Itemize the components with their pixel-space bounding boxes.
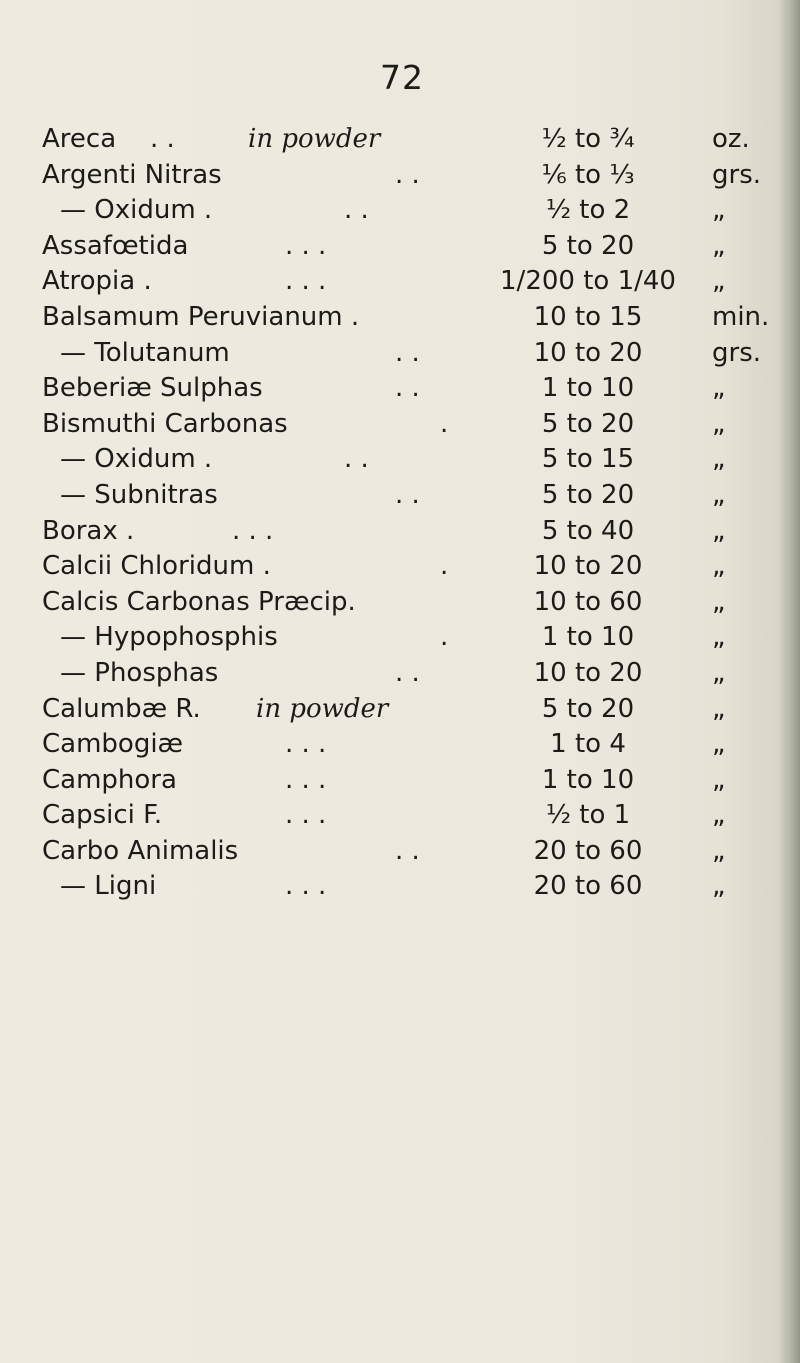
- dose-range: 10 to 20: [533, 657, 643, 688]
- dose-range: ½ to 2: [545, 195, 631, 226]
- dose-unit: „: [712, 586, 726, 617]
- dose-range: 1 to 10: [541, 764, 635, 795]
- dose-range: 5 to 40: [541, 515, 635, 546]
- table-row: [0, 264, 800, 300]
- table-row: [0, 300, 800, 336]
- dose-unit: oz.: [712, 124, 750, 154]
- dose-range: 10 to 20: [533, 551, 643, 582]
- leader-dots: . .: [395, 159, 420, 190]
- dose-range: 20 to 60: [533, 835, 643, 866]
- leader-dots: . .: [150, 124, 175, 154]
- leader-dots: .: [440, 551, 449, 582]
- table-row: [0, 727, 800, 763]
- drug-name: — Hypophosphis: [60, 622, 278, 653]
- dose-unit: „: [712, 835, 726, 866]
- drug-note: in powder: [256, 693, 389, 724]
- table-row: [0, 442, 800, 478]
- dose-table: [0, 122, 800, 905]
- table-row: [0, 549, 800, 585]
- table-row: [0, 371, 800, 407]
- dose-unit: „: [712, 657, 726, 688]
- dose-range: 10 to 20: [533, 337, 643, 368]
- drug-name: — Oxidum .: [60, 195, 213, 226]
- leader-dots: . .: [395, 337, 420, 368]
- dose-unit: „: [712, 373, 726, 404]
- dose-unit: grs.: [712, 159, 762, 190]
- leader-dots: . .: [344, 444, 369, 475]
- dose-unit: „: [712, 693, 726, 724]
- table-row: [0, 656, 800, 692]
- dose-unit: grs.: [712, 337, 762, 368]
- dose-range: 1 to 10: [541, 373, 635, 404]
- dose-range: ½ to 1: [545, 800, 631, 831]
- drug-name: — Ligni: [60, 871, 157, 902]
- drug-name: Borax .: [42, 515, 135, 546]
- dose-range: ½ to ¾: [541, 124, 635, 154]
- leader-dots: . . .: [285, 764, 327, 795]
- dose-unit: „: [712, 195, 726, 226]
- drug-name: Argenti Nitras: [42, 159, 222, 190]
- dose-range: 1 to 10: [541, 622, 635, 653]
- drug-name: Areca: [42, 124, 117, 154]
- dose-unit: „: [712, 764, 726, 795]
- dose-unit: min.: [712, 301, 770, 332]
- drug-name: Cambogiæ: [42, 729, 184, 760]
- table-row: [0, 798, 800, 834]
- drug-note: in powder: [248, 124, 381, 154]
- leader-dots: . . .: [232, 515, 274, 546]
- dose-range: 5 to 20: [541, 408, 635, 439]
- dose-range: 1 to 4: [550, 729, 626, 760]
- table-row: [0, 193, 800, 229]
- drug-name: Calumbæ R.: [42, 693, 201, 724]
- table-row: [0, 585, 800, 621]
- page-number: 72: [380, 58, 424, 97]
- dose-unit: „: [712, 266, 726, 297]
- drug-name: Carbo Animalis: [42, 835, 239, 866]
- leader-dots: .: [440, 622, 449, 653]
- table-row: [0, 407, 800, 443]
- table-row: [0, 692, 800, 728]
- dose-unit: „: [712, 444, 726, 475]
- drug-name: — Tolutanum: [60, 337, 230, 368]
- leader-dots: . . .: [285, 266, 327, 297]
- table-row: [0, 514, 800, 550]
- leader-dots: .: [440, 408, 449, 439]
- dose-range: 5 to 20: [541, 479, 635, 510]
- table-row: [0, 763, 800, 799]
- leader-dots: . .: [395, 835, 420, 866]
- drug-name: Bismuthi Carbonas: [42, 408, 288, 439]
- drug-name: — Oxidum .: [60, 444, 213, 475]
- dose-unit: „: [712, 515, 726, 546]
- drug-name: Beberiæ Sulphas: [42, 373, 263, 404]
- leader-dots: . . .: [285, 800, 327, 831]
- table-row: [0, 336, 800, 372]
- drug-name: Capsici F.: [42, 800, 163, 831]
- dose-range: 20 to 60: [533, 871, 643, 902]
- dose-unit: „: [712, 871, 726, 902]
- leader-dots: . . .: [285, 729, 327, 760]
- dose-unit: „: [712, 408, 726, 439]
- dose-range: 10 to 60: [533, 586, 643, 617]
- table-row: [0, 478, 800, 514]
- dose-unit: „: [712, 800, 726, 831]
- drug-name: Camphora: [42, 764, 177, 795]
- table-row: [0, 869, 800, 905]
- drug-name: Calcii Chloridum .: [42, 551, 271, 582]
- drug-name: Assafœtida: [42, 230, 189, 261]
- table-row: [0, 229, 800, 265]
- dose-unit: „: [712, 479, 726, 510]
- leader-dots: . . .: [285, 230, 327, 261]
- drug-name: — Subnitras: [60, 479, 218, 510]
- dose-unit: „: [712, 729, 726, 760]
- drug-name: — Phosphas: [60, 657, 219, 688]
- leader-dots: . .: [395, 373, 420, 404]
- table-row: [0, 620, 800, 656]
- table-row: [0, 122, 800, 158]
- dose-range: 5 to 15: [541, 444, 635, 475]
- drug-name: Calcis Carbonas Præcip.: [42, 586, 356, 617]
- leader-dots: . .: [344, 195, 369, 226]
- dose-range: 10 to 15: [533, 301, 643, 332]
- dose-range: 5 to 20: [541, 693, 635, 724]
- leader-dots: . .: [395, 479, 420, 510]
- drug-name: Balsamum Peruvianum .: [42, 301, 360, 332]
- dose-range: ⅙ to ⅓: [541, 159, 635, 190]
- dose-range: 5 to 20: [541, 230, 635, 261]
- drug-name: Atropia .: [42, 266, 152, 297]
- dose-range: 1/200 to 1/40: [500, 266, 676, 297]
- dose-unit: „: [712, 622, 726, 653]
- dose-unit: „: [712, 230, 726, 261]
- leader-dots: . .: [395, 657, 420, 688]
- table-row: [0, 158, 800, 194]
- dose-unit: „: [712, 551, 726, 582]
- table-row: [0, 834, 800, 870]
- leader-dots: . . .: [285, 871, 327, 902]
